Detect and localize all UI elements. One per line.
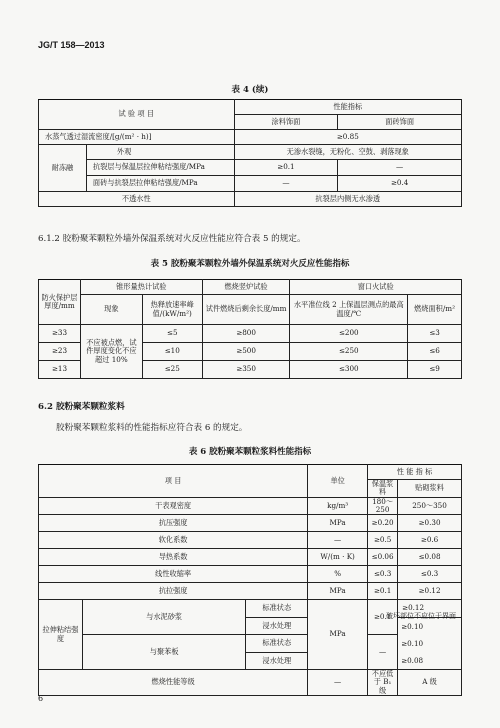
clause-6-2-text: 胶粉聚苯颗粒浆料的性能指标应符合表 6 的规定。 — [56, 423, 248, 433]
t6-shrinkage-unit: % — [308, 566, 368, 583]
t5-row2-thickness: ≥23 — [39, 343, 81, 361]
standard-header: JG/T 158—2013 — [38, 40, 105, 50]
t5-row2-length: ≥500 — [202, 343, 290, 361]
t5-header-area: 燃烧面积/m² — [408, 295, 462, 325]
t6-row-tensile: 抗拉强度 — [39, 583, 308, 600]
t6-compressive-ins: ≥0.20 — [368, 515, 398, 532]
t5-header-phenomenon: 现象 — [80, 295, 142, 325]
table-5 — [38, 279, 462, 379]
t6-fire-ins: 不应低于 B₁ 级 — [368, 670, 398, 696]
t6-shrinkage-ins: ≤0.3 — [368, 566, 398, 583]
t4-tile-bond-paint: — — [234, 176, 338, 192]
t6-conductivity-unit: W/(m · K) — [308, 549, 368, 566]
t5-header-length: 试件燃烧后剩余长度/mm — [202, 295, 290, 325]
t4-row-appearance: 外观 — [86, 145, 234, 160]
t4-row-crack-bond: 抗裂层与保温层拉伸粘结强度/MPa — [86, 160, 234, 176]
t6-tensile-bond-group: 拉伸粘结强度 — [39, 600, 83, 670]
t5-row3-heat: ≤25 — [142, 361, 202, 379]
t6-header-item: 项 目 — [39, 465, 308, 498]
t6-tensile-ins: ≥0.1 — [368, 583, 398, 600]
t5-header-fire-thickness: 防火保护层厚度/mm — [39, 280, 81, 325]
t6-bond-ins-eps: — — [368, 635, 398, 670]
t6-tensile-unit: MPa — [308, 583, 368, 600]
t6-row-density: 干表观密度 — [39, 497, 308, 515]
t6-row-conductivity: 导热系数 — [39, 549, 308, 566]
t6-bond-val-2: ≥0.10 — [401, 622, 424, 632]
t6-mortar-standard: 标准状态 — [246, 600, 308, 618]
t6-bond-note-cell — [398, 618, 462, 670]
t5-header-temp: 水平准位线 2 上保温层测点的最高温度/℃ — [290, 295, 408, 325]
t6-eps-water: 浸水处理 — [246, 653, 308, 670]
t6-compressive-bond: ≥0.30 — [398, 515, 462, 532]
t6-fire-bond: A 级 — [398, 670, 462, 696]
t5-row3-thickness: ≥13 — [39, 361, 81, 379]
t6-tensile-bond: ≥0.12 — [398, 583, 462, 600]
table4-caption: 表 4 (续) — [231, 85, 269, 95]
t4-freeze-group: 耐冻融 — [39, 145, 87, 192]
t5-header-heat: 热释放速率峰值/(kW/m²) — [142, 295, 202, 325]
t6-header-unit: 单位 — [308, 465, 368, 498]
t4-waterproof-val: 抗裂层内侧无水渗透 — [234, 192, 461, 207]
t6-eps-standard: 标准状态 — [246, 635, 308, 653]
t5-header-burn: 燃烧竖炉试验 — [202, 280, 290, 295]
t6-row-softening: 软化系数 — [39, 532, 308, 549]
t5-row2-area: ≤6 — [408, 343, 462, 361]
t5-row2-temp: ≤250 — [290, 343, 408, 361]
t4-appearance-val: 无渗水裂缝，无粉化、空鼓、剥落现象 — [234, 145, 461, 160]
t5-row1-heat: ≤5 — [142, 325, 202, 343]
t6-fire-unit: — — [308, 670, 368, 696]
t5-row1-temp: ≤200 — [290, 325, 408, 343]
t6-bond-val-1: ≥0.12 — [402, 603, 425, 613]
t6-compressive-unit: MPa — [308, 515, 368, 532]
t4-header-paint: 涂料饰面 — [234, 115, 338, 130]
t4-header-perf: 性能指标 — [234, 100, 461, 115]
t5-header-cone: 锥形量热计试验 — [80, 280, 202, 295]
t5-row1-thickness: ≥33 — [39, 325, 81, 343]
t6-row-compressive: 抗压强度 — [39, 515, 308, 532]
t6-density-ins: 180～250 — [368, 497, 398, 515]
t6-bond-note: 破坏部位不应位于界面 — [386, 612, 456, 620]
t4-row-tile-bond: 面砖与抗裂层拉伸粘结强度/MPa — [86, 176, 234, 192]
t6-row-fire: 燃烧性能等级 — [39, 670, 308, 696]
table-4 — [38, 99, 462, 207]
t4-vapor-val: ≥0.85 — [234, 130, 461, 145]
t6-conductivity-bond: ≤0.08 — [398, 549, 462, 566]
t6-header-bonding: 贴砌浆料 — [398, 480, 462, 498]
section-6-2: 6.2 胶粉聚苯颗粒浆料 — [38, 402, 125, 412]
table5-caption: 表 5 胶粉聚苯颗粒外墙外保温系统对火反应性能指标 — [150, 259, 350, 269]
t6-bond-ins-mortar: ≥0.1 — [368, 600, 398, 635]
t5-row1-area: ≤3 — [408, 325, 462, 343]
t6-with-mortar: 与水泥砂浆 — [82, 600, 245, 635]
t6-density-bond: 250～350 — [398, 497, 462, 515]
t6-softening-unit: — — [308, 532, 368, 549]
t4-crack-bond-paint: ≥0.1 — [234, 160, 338, 176]
t5-row2-heat: ≤10 — [142, 343, 202, 361]
t6-header-perf: 性 能 指 标 — [368, 465, 462, 480]
t5-row3-temp: ≤300 — [290, 361, 408, 379]
t5-row1-length: ≥800 — [202, 325, 290, 343]
t4-crack-bond-tile: — — [338, 160, 462, 176]
t6-mortar-water: 浸水处理 — [246, 618, 308, 635]
t6-shrinkage-bond: ≤0.3 — [398, 566, 462, 583]
t5-phenomenon: 不应被点燃，试件厚度变化不应超过 10% — [80, 325, 142, 379]
t4-row-waterproof: 不透水性 — [39, 192, 235, 207]
t4-row-vapor: 水蒸气透过湿流密度/[g/(m² · h)] — [39, 130, 235, 145]
clause-6-1-2: 6.1.2 胶粉聚苯颗粒外墙外保温系统对火反应性能应符合表 5 的规定。 — [38, 234, 306, 244]
t5-header-window: 窗口火试验 — [290, 280, 462, 295]
t6-row-shrinkage: 线性收缩率 — [39, 566, 308, 583]
t6-softening-ins: ≥0.5 — [368, 532, 398, 549]
page-number: 6 — [38, 694, 44, 703]
table-6 — [38, 464, 462, 696]
t5-row3-area: ≤9 — [408, 361, 462, 379]
t6-density-unit: kg/m³ — [308, 497, 368, 515]
t4-header-tile: 面砖饰面 — [338, 115, 462, 130]
t6-softening-bond: ≥0.6 — [398, 532, 462, 549]
t4-header-item: 试 验 项 目 — [39, 100, 235, 130]
table6-caption: 表 6 胶粉聚苯颗粒浆料性能指标 — [188, 447, 312, 457]
t6-with-eps: 与聚苯板 — [82, 635, 245, 670]
t6-bond-val-3: ≥0.10 — [401, 639, 424, 649]
t6-bond-val-4: ≥0.08 — [401, 656, 424, 666]
t6-header-insulation: 保温浆料 — [368, 480, 398, 498]
t5-row3-length: ≥350 — [202, 361, 290, 379]
t4-tile-bond-tile: ≥0.4 — [338, 176, 462, 192]
t6-conductivity-ins: ≤0.06 — [368, 549, 398, 566]
t6-bond-unit: MPa — [308, 600, 368, 670]
